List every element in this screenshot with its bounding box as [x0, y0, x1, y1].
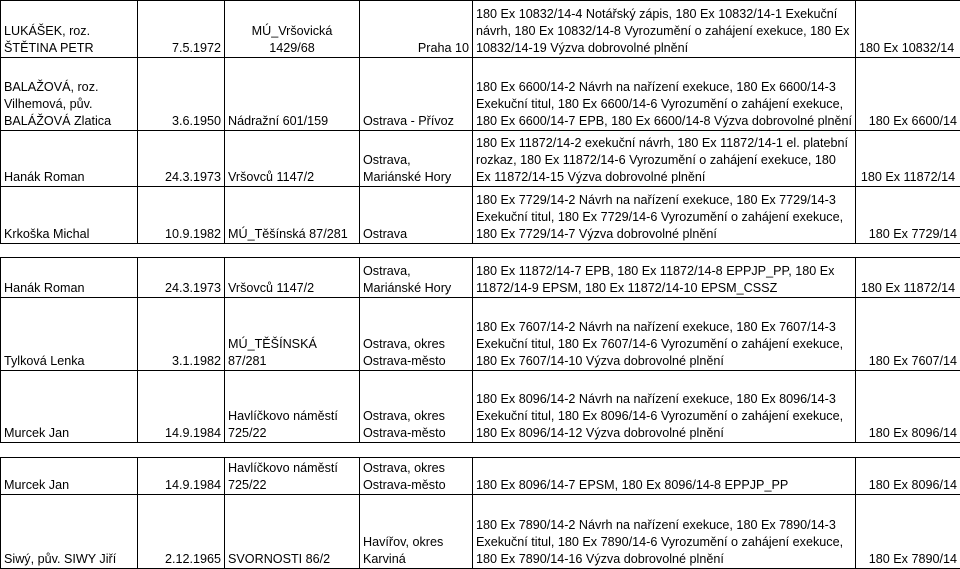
office-cell: Havlíčkovo náměstí 725/22: [225, 371, 360, 443]
records-table: [0, 257, 960, 443]
table-section-2: [0, 257, 960, 443]
table-section-3: [0, 457, 960, 569]
office-cell: Havlíčkovo náměstí 725/22: [225, 458, 360, 495]
birth-date-cell: 7.5.1972: [138, 1, 225, 58]
description-cell: 180 Ex 8096/14-7 EPSM, 180 Ex 8096/14-8 EPPJP_PP: [473, 458, 856, 495]
place-cell: Ostrava, okres Ostrava-město: [360, 371, 473, 443]
office-cell: Vršovců 1147/2: [225, 258, 360, 298]
name-cell: BALAŽOVÁ, roz. Vilhemová, pův. BALÁŽOVÁ Zlatica: [1, 58, 138, 131]
name-cell: Hanák Roman: [1, 258, 138, 298]
description-cell: 180 Ex 7607/14-2 Návrh na nařízení exekuce, 180 Ex 7607/14-3 Exekuční titul, 180 Ex 7607/14-6 Vyrozumění o zahájení exekuce, 180 Ex 7607/14-10 Výzva dobrovolné plnění: [473, 298, 856, 371]
office-cell: MÚ_Vršovická 1429/68: [225, 1, 360, 58]
table-row: [1, 131, 960, 187]
table-row: [1, 298, 960, 371]
birth-date-cell: 24.3.1973: [138, 131, 225, 187]
description-cell: 180 Ex 6600/14-2 Návrh na nařízení exekuce, 180 Ex 6600/14-3 Exekuční titul, 180 Ex 6600/14-6 Vyrozumění o zahájení exekuce, 180 Ex 6600/14-7 EPB, 180 Ex 6600/14-8 Výzva dobrovolné plnění: [473, 58, 856, 131]
name-cell: Tylková Lenka: [1, 298, 138, 371]
records-table: [0, 457, 960, 569]
case-number-cell: 180 Ex 7607/14: [856, 298, 960, 371]
case-number-cell: 180 Ex 11872/14: [856, 131, 960, 187]
place-cell: Havířov, okres Karviná: [360, 495, 473, 569]
case-number-cell: 180 Ex 7729/14: [856, 187, 960, 244]
name-cell: LUKÁŠEK, roz. ŠTĚTINA PETR: [1, 1, 138, 58]
case-number-cell: 180 Ex 8096/14: [856, 458, 960, 495]
place-cell: Ostrava - Přívoz: [360, 58, 473, 131]
case-number-cell: 180 Ex 10832/14: [856, 1, 960, 58]
place-cell: Ostrava, Mariánské Hory: [360, 131, 473, 187]
birth-date-cell: 3.6.1950: [138, 58, 225, 131]
case-number-cell: 180 Ex 6600/14: [856, 58, 960, 131]
table-row: [1, 187, 960, 244]
office-cell: MÚ_TĚŠÍNSKÁ 87/281: [225, 298, 360, 371]
birth-date-cell: 14.9.1984: [138, 458, 225, 495]
birth-date-cell: 3.1.1982: [138, 298, 225, 371]
records-table: [0, 0, 960, 244]
birth-date-cell: 14.9.1984: [138, 371, 225, 443]
description-cell: 180 Ex 11872/14-2 exekuční návrh, 180 Ex 11872/14-1 el. platební rozkaz, 180 Ex 11872/14-6 Vyrozumění o zahájení exekuce, 180 Ex 11872/14-15 Výzva dobrovolné plnění: [473, 131, 856, 187]
name-cell: Murcek Jan: [1, 458, 138, 495]
case-number-cell: 180 Ex 7890/14: [856, 495, 960, 569]
description-cell: 180 Ex 10832/14-4 Notářský zápis, 180 Ex 10832/14-1 Exekuční návrh, 180 Ex 10832/14-8 Vyrozumění o zahájení exekuce, 180 Ex 10832/14-19 Výzva dobrovolné plnění: [473, 1, 856, 58]
office-cell: Nádražní 601/159: [225, 58, 360, 131]
birth-date-cell: 2.12.1965: [138, 495, 225, 569]
table-row: [1, 458, 960, 495]
case-number-cell: 180 Ex 11872/14: [856, 258, 960, 298]
case-number-cell: 180 Ex 8096/14: [856, 371, 960, 443]
office-cell: Vršovců 1147/2: [225, 131, 360, 187]
birth-date-cell: 24.3.1973: [138, 258, 225, 298]
office-cell: SVORNOSTI 86/2: [225, 495, 360, 569]
name-cell: Siwý, pův. SIWY Jiří: [1, 495, 138, 569]
place-cell: Praha 10: [360, 1, 473, 58]
place-cell: Ostrava, okres Ostrava-město: [360, 458, 473, 495]
description-cell: 180 Ex 11872/14-7 EPB, 180 Ex 11872/14-8 EPPJP_PP, 180 Ex 11872/14-9 EPSM, 180 Ex 11872/14-10 EPSM_CSSZ: [473, 258, 856, 298]
office-cell: MÚ_Těšínská 87/281: [225, 187, 360, 244]
name-cell: Hanák Roman: [1, 131, 138, 187]
description-cell: 180 Ex 8096/14-2 Návrh na nařízení exekuce, 180 Ex 8096/14-3 Exekuční titul, 180 Ex 8096/14-6 Vyrozumění o zahájení exekuce, 180 Ex 8096/14-12 Výzva dobrovolné plnění: [473, 371, 856, 443]
table-row: [1, 258, 960, 298]
table-row: [1, 1, 960, 58]
place-cell: Ostrava: [360, 187, 473, 244]
place-cell: Ostrava, Mariánské Hory: [360, 258, 473, 298]
table-row: [1, 58, 960, 131]
description-cell: 180 Ex 7890/14-2 Návrh na nařízení exekuce, 180 Ex 7890/14-3 Exekuční titul, 180 Ex 7890/14-6 Vyrozumění o zahájení exekuce, 180 Ex 7890/14-16 Výzva dobrovolné plnění: [473, 495, 856, 569]
birth-date-cell: 10.9.1982: [138, 187, 225, 244]
place-cell: Ostrava, okres Ostrava-město: [360, 298, 473, 371]
name-cell: Murcek Jan: [1, 371, 138, 443]
table-row: [1, 495, 960, 569]
table-row: [1, 371, 960, 443]
description-cell: 180 Ex 7729/14-2 Návrh na nařízení exekuce, 180 Ex 7729/14-3 Exekuční titul, 180 Ex 7729/14-6 Vyrozumění o zahájení exekuce, 180 Ex 7729/14-7 Výzva dobrovolné plnění: [473, 187, 856, 244]
name-cell: Krkoška Michal: [1, 187, 138, 244]
table-section-1: [0, 0, 960, 244]
